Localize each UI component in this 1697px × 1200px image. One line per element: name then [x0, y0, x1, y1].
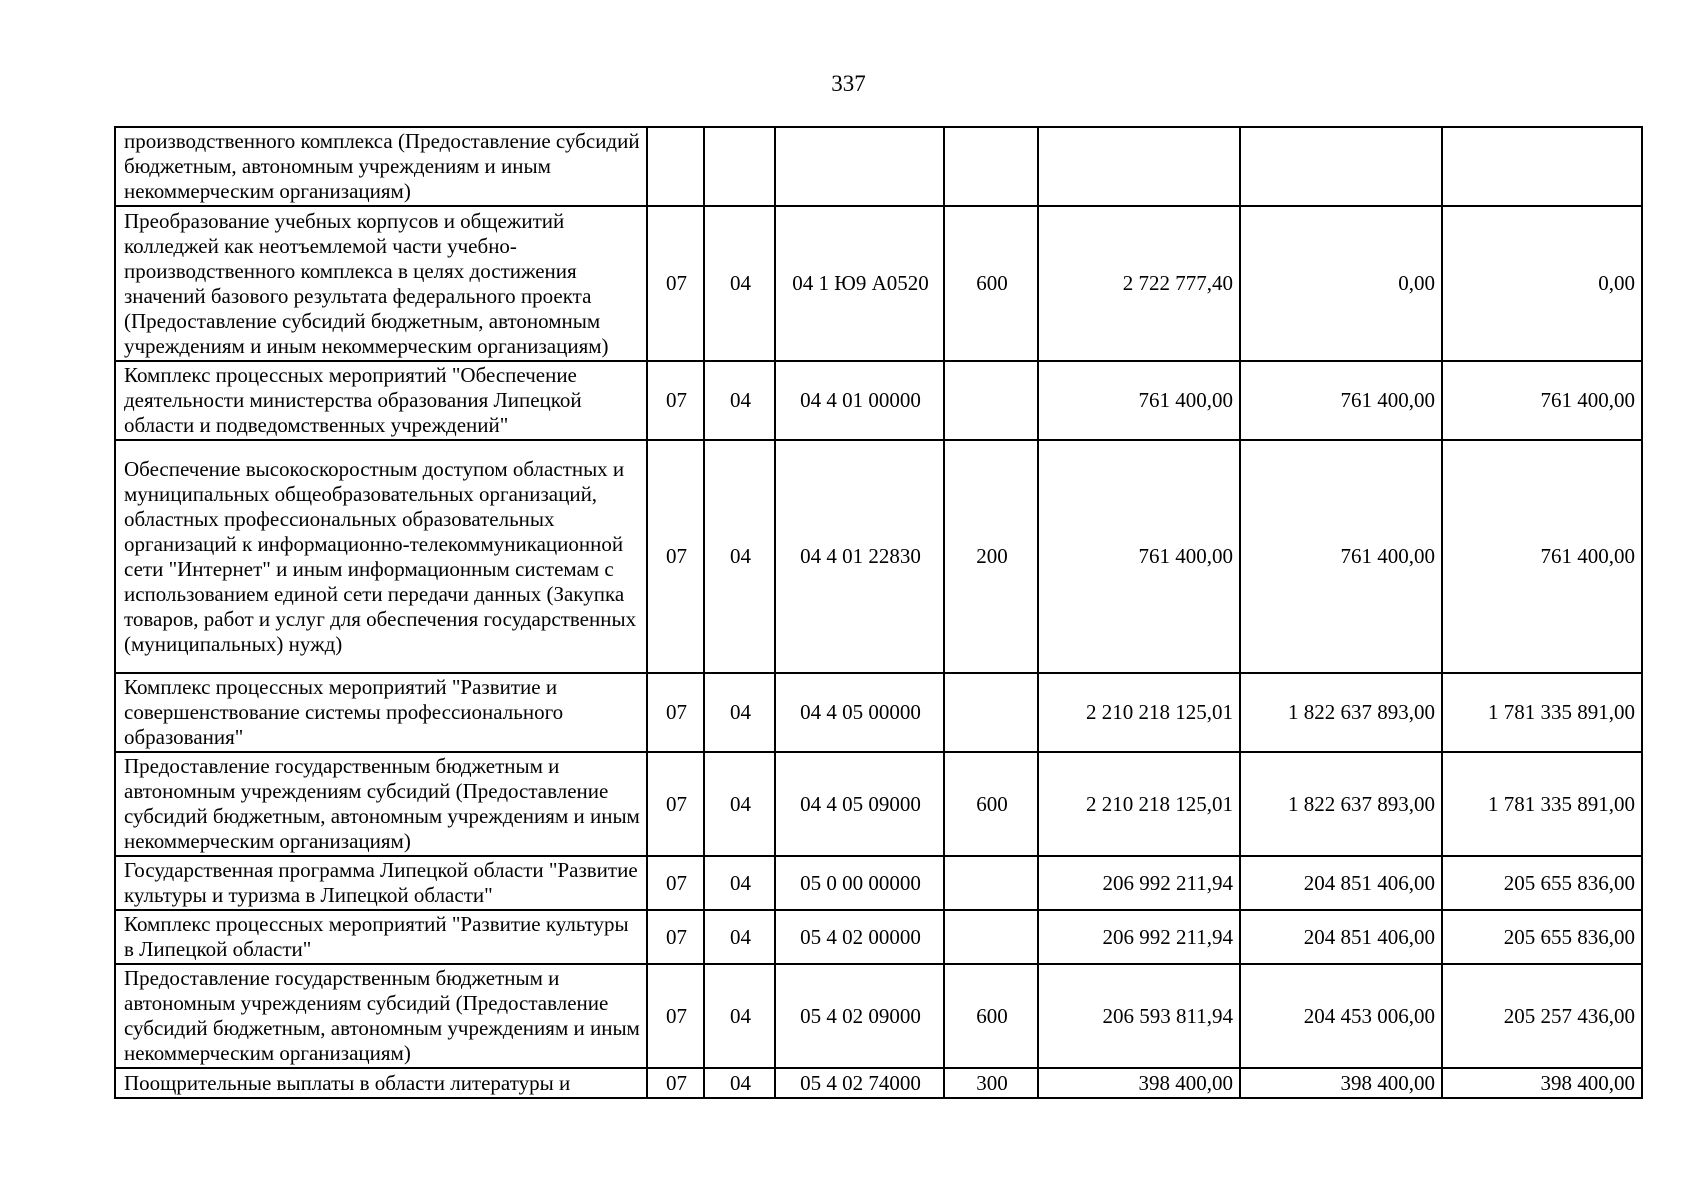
- sum-year-2-cell: 398 400,00: [1240, 1068, 1442, 1098]
- table-row: [115, 127, 1642, 206]
- target-code-cell: 04 1 Ю9 A0520: [775, 206, 944, 361]
- target-code-cell: 05 0 00 00000: [775, 856, 944, 910]
- subsection-code-cell: 04: [704, 1068, 775, 1098]
- expense-type-cell: [944, 361, 1038, 440]
- sum-year-2-cell: 204 453 006,00: [1240, 964, 1442, 1068]
- table-row: [115, 206, 1642, 361]
- subsection-code-cell: 04: [704, 440, 775, 673]
- sum-year-1-cell: 398 400,00: [1038, 1068, 1240, 1098]
- expense-type-cell: 200: [944, 440, 1038, 673]
- target-code-cell: 04 4 01 00000: [775, 361, 944, 440]
- sum-year-3-cell: 1 781 335 891,00: [1442, 673, 1642, 752]
- row-name-cell: Комплекс процессных мероприятий "Обеспечение деятельности министерства образования Липецкой области и подведомственных учреждений": [115, 361, 647, 440]
- section-code-cell: 07: [647, 964, 704, 1068]
- row-name-cell: Поощрительные выплаты в области литературы и: [115, 1068, 647, 1098]
- row-name-cell: производственного комплекса (Предоставление субсидий бюджетным, автономным учреждениям и иным некоммерческим организациям): [115, 127, 647, 206]
- sum-year-1-cell: 2 210 218 125,01: [1038, 673, 1240, 752]
- sum-year-3-cell: [1442, 127, 1642, 206]
- expense-type-cell: 300: [944, 1068, 1038, 1098]
- row-name-cell: Государственная программа Липецкой области "Развитие культуры и туризма в Липецкой области": [115, 856, 647, 910]
- row-name-cell: Обеспечение высокоскоростным доступом областных и муниципальных общеобразовательных организаций, областных профессиональных образовательных организаций к информационно-телекоммуникационной сети "Интернет" и иным информационным системам с использованием единой сети передачи данных (Закупка товаров, работ и услуг для обеспечения государственных (муниципальных) нужд): [115, 440, 647, 673]
- subsection-code-cell: 04: [704, 206, 775, 361]
- sum-year-2-cell: [1240, 127, 1442, 206]
- subsection-code-cell: 04: [704, 856, 775, 910]
- target-code-cell: 04 4 05 00000: [775, 673, 944, 752]
- target-code-cell: [775, 127, 944, 206]
- row-name-cell: Комплекс процессных мероприятий "Развитие и совершенствование системы профессионального образования": [115, 673, 647, 752]
- sum-year-2-cell: 0,00: [1240, 206, 1442, 361]
- sum-year-1-cell: 2 722 777,40: [1038, 206, 1240, 361]
- table-row: [115, 910, 1642, 964]
- target-code-cell: 05 4 02 09000: [775, 964, 944, 1068]
- budget-table: [114, 126, 1643, 1099]
- expense-type-cell: 600: [944, 206, 1038, 361]
- subsection-code-cell: 04: [704, 361, 775, 440]
- sum-year-2-cell: 204 851 406,00: [1240, 856, 1442, 910]
- sum-year-1-cell: 206 992 211,94: [1038, 910, 1240, 964]
- row-name-cell: Предоставление государственным бюджетным и автономным учреждениям субсидий (Предоставление субсидий бюджетным, автономным учреждениям и иным некоммерческим организациям): [115, 964, 647, 1068]
- subsection-code-cell: 04: [704, 964, 775, 1068]
- section-code-cell: 07: [647, 440, 704, 673]
- target-code-cell: 05 4 02 74000: [775, 1068, 944, 1098]
- sum-year-2-cell: 204 851 406,00: [1240, 910, 1442, 964]
- sum-year-2-cell: 761 400,00: [1240, 440, 1442, 673]
- expense-type-cell: [944, 127, 1038, 206]
- row-name-cell: Предоставление государственным бюджетным и автономным учреждениям субсидий (Предоставление субсидий бюджетным, автономным учреждениям и иным некоммерческим организациям): [115, 752, 647, 856]
- section-code-cell: [647, 127, 704, 206]
- table-row: [115, 752, 1642, 856]
- target-code-cell: 04 4 01 22830: [775, 440, 944, 673]
- expense-type-cell: [944, 910, 1038, 964]
- section-code-cell: 07: [647, 673, 704, 752]
- section-code-cell: 07: [647, 856, 704, 910]
- row-name-cell: Комплекс процессных мероприятий "Развитие культуры в Липецкой области": [115, 910, 647, 964]
- sum-year-3-cell: 398 400,00: [1442, 1068, 1642, 1098]
- table-body: [115, 127, 1642, 1098]
- table-row: [115, 361, 1642, 440]
- sum-year-3-cell: 761 400,00: [1442, 361, 1642, 440]
- expense-type-cell: 600: [944, 964, 1038, 1068]
- sum-year-1-cell: 206 593 811,94: [1038, 964, 1240, 1068]
- sum-year-3-cell: 205 655 836,00: [1442, 856, 1642, 910]
- subsection-code-cell: 04: [704, 752, 775, 856]
- section-code-cell: 07: [647, 206, 704, 361]
- sum-year-3-cell: 761 400,00: [1442, 440, 1642, 673]
- page-number: 337: [831, 71, 866, 96]
- table-row: [115, 1068, 1642, 1098]
- section-code-cell: 07: [647, 910, 704, 964]
- subsection-code-cell: [704, 127, 775, 206]
- table-row: [115, 964, 1642, 1068]
- expense-type-cell: [944, 856, 1038, 910]
- sum-year-1-cell: [1038, 127, 1240, 206]
- table-row: [115, 440, 1642, 673]
- sum-year-1-cell: 761 400,00: [1038, 440, 1240, 673]
- sum-year-2-cell: 1 822 637 893,00: [1240, 673, 1442, 752]
- sum-year-1-cell: 761 400,00: [1038, 361, 1240, 440]
- sum-year-2-cell: 1 822 637 893,00: [1240, 752, 1442, 856]
- expense-type-cell: 600: [944, 752, 1038, 856]
- row-name-cell: Преобразование учебных корпусов и общежитий колледжей как неотъемлемой части учебно-производственного комплекса в целях достижения значений базового результата федерального проекта (Предоставление субсидий бюджетным, автономным учреждениям и иным некоммерческим организациям): [115, 206, 647, 361]
- expense-type-cell: [944, 673, 1038, 752]
- section-code-cell: 07: [647, 1068, 704, 1098]
- table-row: [115, 673, 1642, 752]
- section-code-cell: 07: [647, 752, 704, 856]
- sum-year-1-cell: 206 992 211,94: [1038, 856, 1240, 910]
- sum-year-2-cell: 761 400,00: [1240, 361, 1442, 440]
- target-code-cell: 05 4 02 00000: [775, 910, 944, 964]
- section-code-cell: 07: [647, 361, 704, 440]
- sum-year-3-cell: 0,00: [1442, 206, 1642, 361]
- sum-year-1-cell: 2 210 218 125,01: [1038, 752, 1240, 856]
- table-row: [115, 856, 1642, 910]
- target-code-cell: 04 4 05 09000: [775, 752, 944, 856]
- subsection-code-cell: 04: [704, 910, 775, 964]
- sum-year-3-cell: 205 257 436,00: [1442, 964, 1642, 1068]
- sum-year-3-cell: 205 655 836,00: [1442, 910, 1642, 964]
- sum-year-3-cell: 1 781 335 891,00: [1442, 752, 1642, 856]
- subsection-code-cell: 04: [704, 673, 775, 752]
